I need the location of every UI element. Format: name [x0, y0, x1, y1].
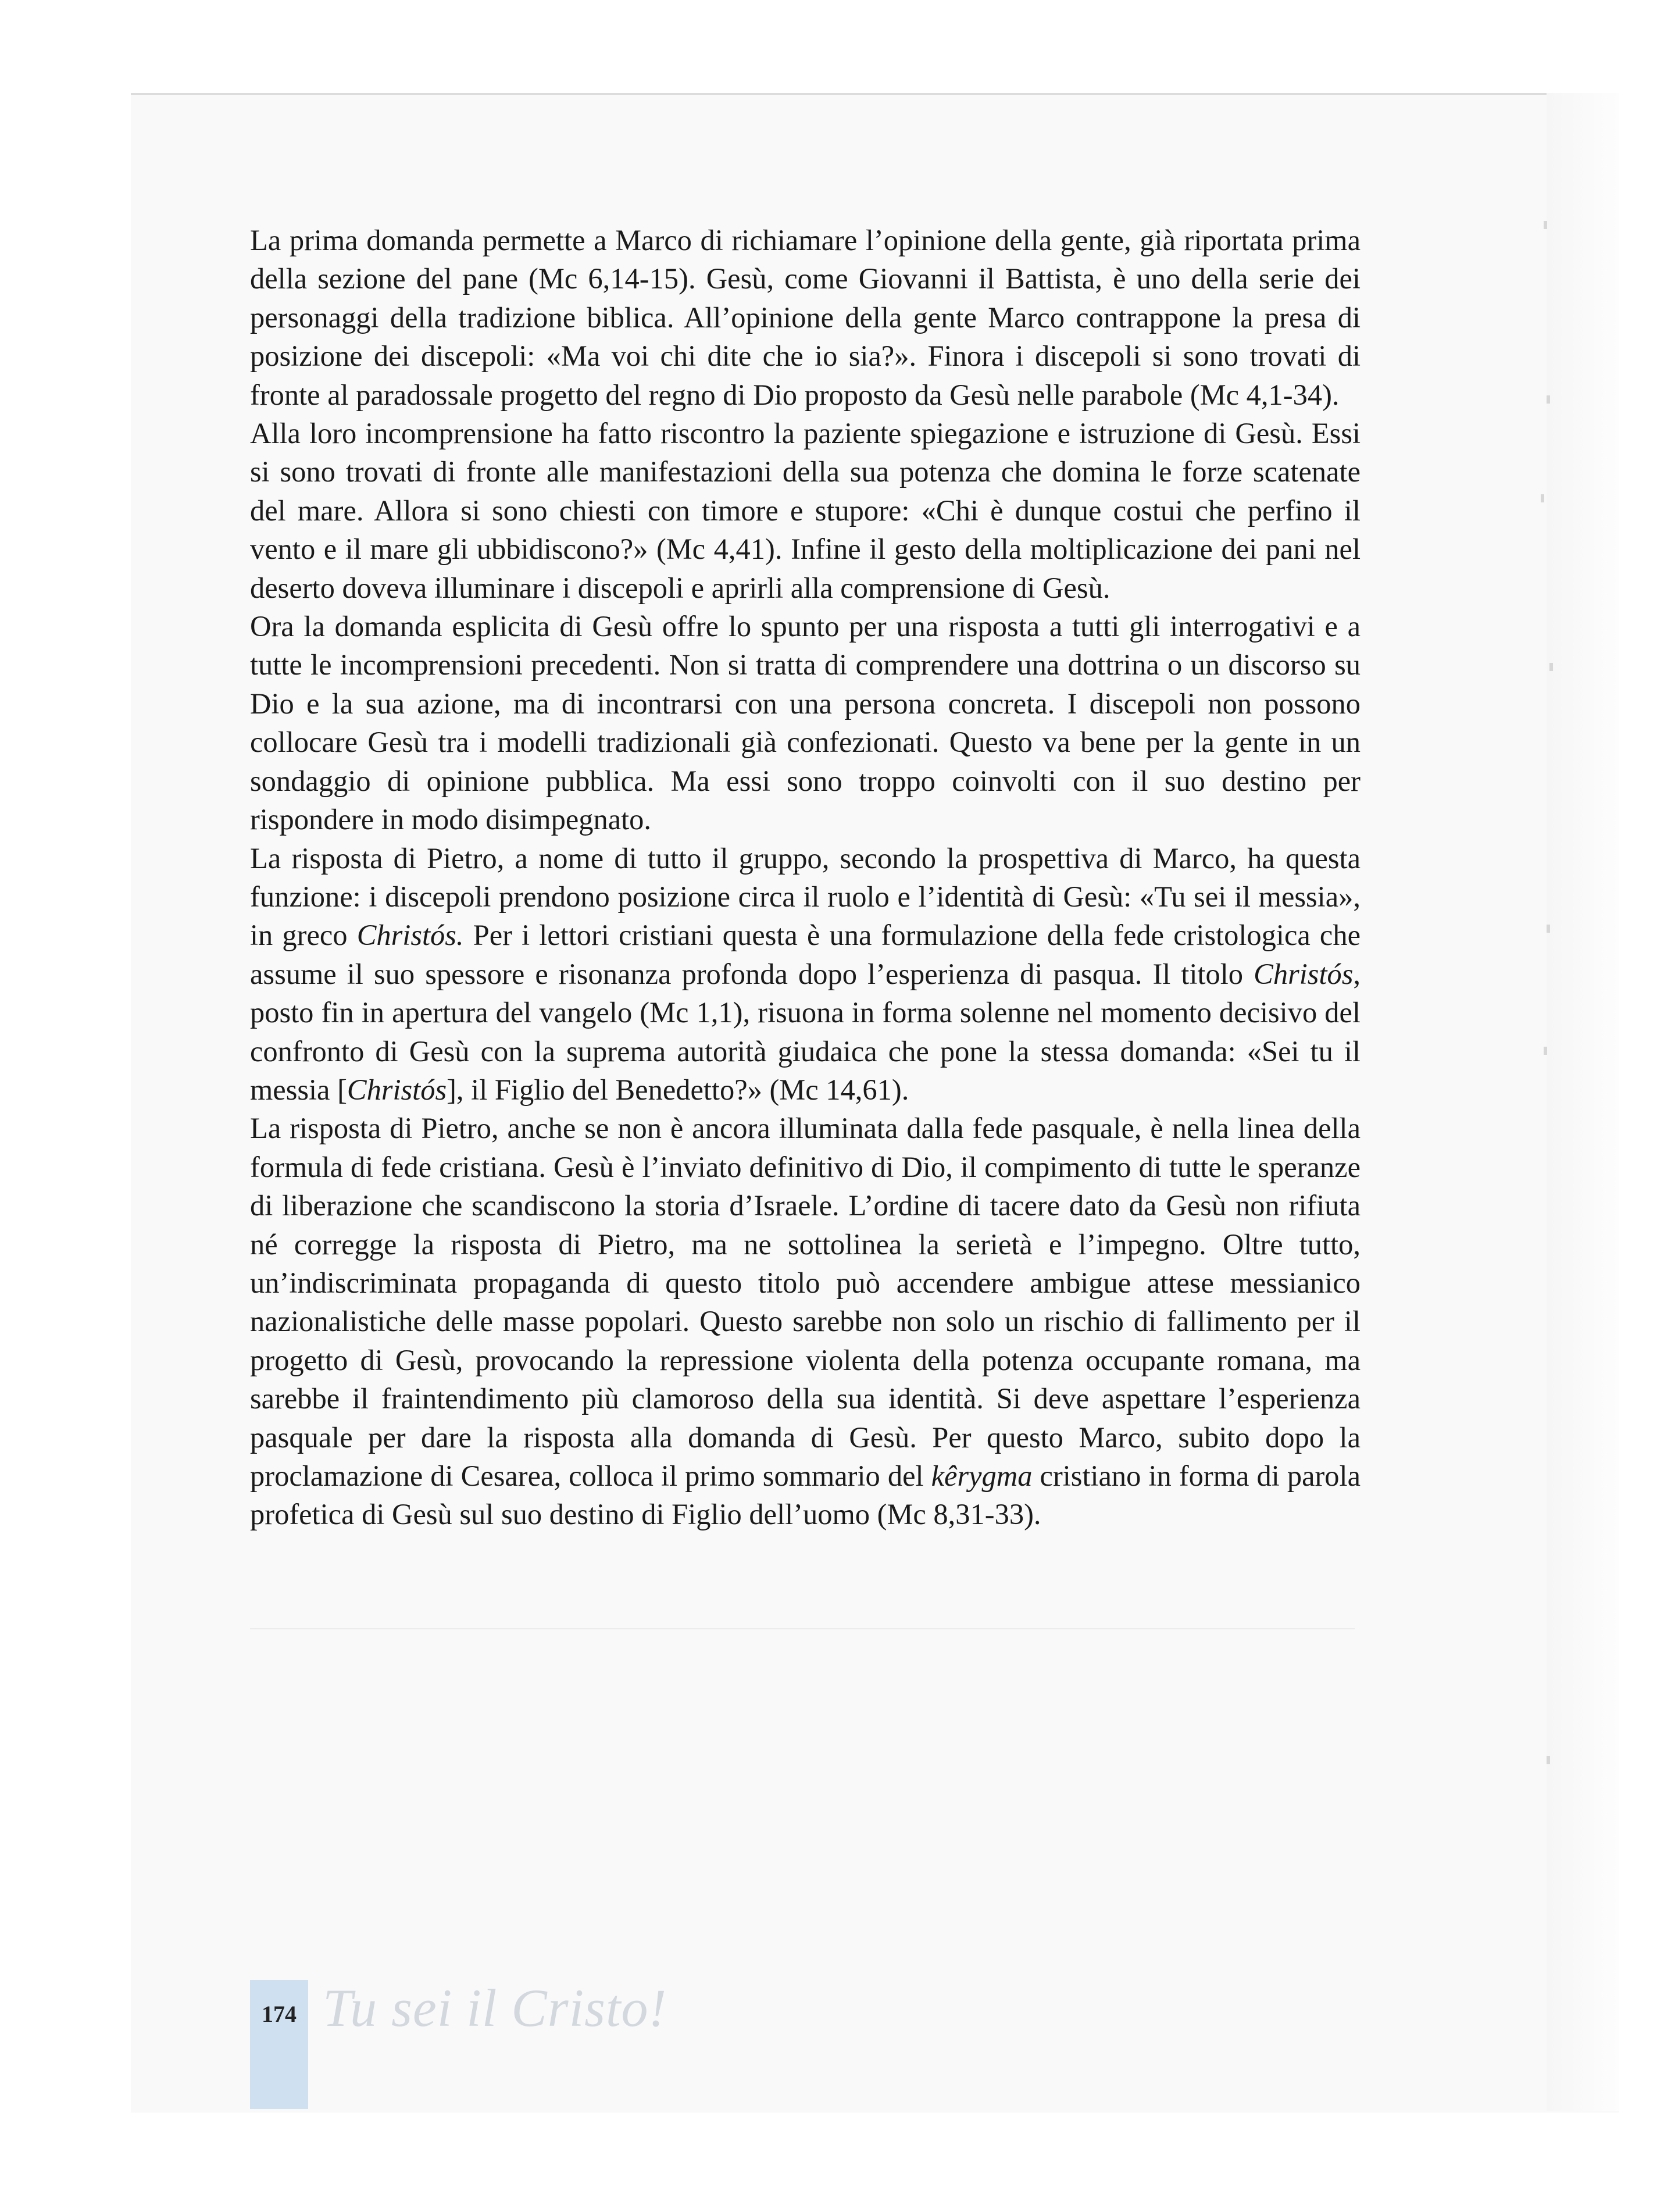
margin-mark — [1547, 925, 1550, 933]
running-title: Tu sei il Cristo! — [323, 1978, 667, 2038]
paragraph-5-text: La risposta di Pietro, anche se non è ancora illuminata dalla fede pasquale, è nella linea della formula di fede cristiana. Gesù è l’inviato definitivo di Dio, il compimento di tutte le speranze di liberazione che scandiscono la storia d’Israele. L’ordine di tacere dato da Gesù non rifiuta né corregge la risposta di Pietro, ma ne sottolinea la serietà e l’impegno. Oltre tutto, un’indiscriminata propaganda di questo titolo può accendere ambigue attese messianico nazionalistiche delle masse popolari. Questo sarebbe non solo un rischio di fallimento per il progetto di Gesù, provocando la repressione violenta della potenza occupante romana, ma sarebbe il fraintendimento più clamoroso della sua identità. Si deve aspettare l’esperienza pasquale per dare la risposta alla domanda di Gesù. Per questo Marco, subito dopo la proclamazione di Cesarea, colloca il primo sommario del — [250, 1112, 1361, 1492]
paragraph-5 — [250, 1109, 1361, 1533]
paragraph-4-text: , posto fin in apertura del vangelo (Mc 1,1), risuona in forma solenne nel momento decisivo del confronto di Gesù con la suprema autorità giudaica che pone la stessa domanda: «Sei tu il messia [ — [250, 957, 1361, 1106]
sheet-edge — [1547, 93, 1619, 2111]
paragraph-3: Ora la domanda esplicita di Gesù offre lo spunto per una risposta a tutti gli interrogativi e a tutte le incomprensioni precedenti. Non si tratta di comprendere una dottrina o un discorso su Dio e la sua azione, ma di incontrarsi con una persona concreta. I discepoli non possono collocare Gesù tra i modelli tradizionali già confezionati. Questo va bene per la gente in un sondaggio di opinione pubblica. Ma essi sono troppo coinvolti con il suo destino per rispondere in modo disimpegnato. — [250, 610, 1361, 836]
body-text — [250, 221, 1361, 1534]
margin-mark — [1549, 663, 1553, 671]
paragraph-1: La prima domanda permette a Marco di richiamare l’opinione della gente, già riportata prima della sezione del pane (Mc 6,14-15). Gesù, come Giovanni il Battista, è uno della serie dei personaggi della tradizione biblica. All’opinione della gente Marco contrappone la presa di posizione dei discepoli: «Ma voi chi dite che io sia?». Finora i discepoli si sono trovati di fronte al paradossale progetto del regno di Dio proposto da Gesù nelle parabole (Mc 4,1-34). — [250, 224, 1361, 411]
greek-term: kêrygma — [931, 1460, 1033, 1492]
greek-term: Christós — [1254, 957, 1354, 990]
paragraph-4-text: La risposta di Pietro, a nome di tutto il gruppo, secondo la prospettiva di Marco, ha questa funzione: i discepoli prendono posizione circa il ruolo e l’identità di Gesù: «Tu sei il messia», in greco — [250, 841, 1361, 952]
margin-mark — [1547, 395, 1550, 404]
page-number: 174 — [262, 2001, 297, 2027]
margin-mark — [1547, 1756, 1550, 1764]
margin-mark — [1544, 221, 1547, 229]
paragraph-5-text: cristiano in forma di parola profetica di Gesù sul suo destino di Figlio dell’uomo (Mc 8,31-33). — [250, 1460, 1361, 1531]
paragraph-4-text: Per i lettori cristiani questa è una formulazione della fede cristologica che assume il suo spessore e risonanza profonda dopo l’esperienza di pasqua. Il titolo — [250, 919, 1361, 990]
paragraph-4 — [250, 839, 1361, 1109]
greek-term: Christós. — [356, 919, 464, 952]
greek-term: Christós — [347, 1073, 447, 1106]
margin-mark — [1541, 494, 1544, 502]
paragraph-2: Alla loro incomprensione ha fatto riscontro la paziente spiegazione e istruzione di Gesù. Essi si sono trovati di fronte alle manifestazioni della sua potenza che domina le forze scatenate del mare. Allora si sono chiesti con timore e stupore: «Chi è dunque costui che perfino il vento e il mare gli ubbidiscono?» (Mc 4,41). Infine il gesto della moltiplicazione dei pani nel deserto doveva illuminare i discepoli e aprirli alla comprensione di Gesù. — [250, 417, 1361, 604]
page-number-tab — [250, 1980, 308, 2109]
footnote-rule — [250, 1628, 1355, 1629]
margin-mark — [1544, 1047, 1547, 1055]
paragraph-4-text: ], il Figlio del Benedetto?» (Mc 14,61). — [447, 1073, 909, 1106]
